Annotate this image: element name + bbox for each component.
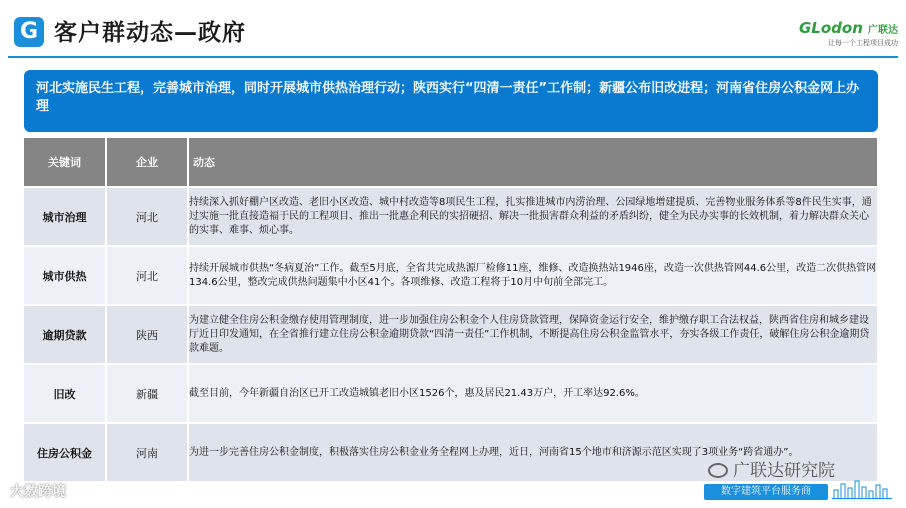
watermark-left: 大数跨境 [10, 484, 66, 500]
brand-cn: 广联达 [868, 25, 898, 36]
table-row [24, 305, 878, 364]
row-region: 河南 [106, 423, 188, 481]
row-keyword: 住房公积金 [24, 423, 106, 481]
header-divider [8, 56, 898, 58]
header-keyword: 关键词 [24, 138, 106, 187]
brand-slogan: 让每一个工程项目成功 [828, 39, 898, 47]
city-skyline-icon [832, 478, 892, 500]
row-region: 陕西 [106, 305, 188, 364]
header-region: 企业 [106, 138, 188, 187]
row-dynamic: 持续开展城市供热“冬病夏治”工作。截至5月底，全省共完成热源厂检修11座，维修、改造换热站1946座，改造一次供热管网44.6公里，改造二次供热管网134.6公里，整改完成供热问题集中小区41个。各项维修、改造工程将于10月中旬前全部完工。 [188, 246, 878, 305]
wechat-icon [708, 463, 728, 478]
watermark-right [708, 456, 835, 481]
table-row [24, 364, 878, 423]
row-keyword: 逾期贷款 [24, 305, 106, 364]
row-region: 河北 [106, 187, 188, 246]
table-header-row [24, 138, 878, 187]
footer-slogan: 数字建筑平台服务商 [704, 484, 828, 500]
row-region: 新疆 [106, 364, 188, 423]
row-keyword: 城市治理 [24, 187, 106, 246]
row-keyword: 城市供热 [24, 246, 106, 305]
watermark-right-text: 广联达研究院 [733, 461, 835, 481]
summary-banner: 河北实施民生工程，完善城市治理，同时开展城市供热治理行动；陕西实行“四清一责任”工作制；新疆公布旧改进程；河南省住房公积金网上办理 [24, 70, 878, 132]
header-dynamic: 动态 [188, 138, 878, 187]
table-row [24, 246, 878, 305]
dynamics-table [24, 138, 879, 481]
page-title: 客户群动态—政府 [54, 20, 246, 46]
brand-logo [778, 18, 898, 48]
row-dynamic: 持续深入抓好棚户区改造、老旧小区改造、城中村改造等8项民生工程，扎实推进城市内涝治理、公园绿地增建提质、完善物业服务体系等8件民生实事，通过实施一批直接造福于民的工程项目、推出一批惠企利民的实招硬招、解决一批损害群众利益的矛盾纠纷，健全为民办实事的长效机制，着力解决群众关心的实事、难事、烦心事。 [188, 187, 878, 246]
brand-name: GLodon [799, 19, 863, 37]
row-dynamic: 截至目前，今年新疆自治区已开工改造城镇老旧小区1526个，惠及居民21.43万户，开工率达92.6%。 [188, 364, 878, 423]
row-region: 河北 [106, 246, 188, 305]
table-row [24, 187, 878, 246]
row-dynamic: 为建立健全住房公积金缴存使用管理制度，进一步加强住房公积金个人住房贷款管理，保障资金运行安全，维护缴存职工合法权益，陕西省住房和城乡建设厅近日印发通知，在全省推行建立住房公积金逾期贷款“四清一责任”工作机制，不断提高住房公积金监管水平，夯实各级工作责任，破解住房公积金逾期贷款难题。 [188, 305, 878, 364]
row-dynamic: 为进一步完善住房公积金制度，积极落实住房公积金业务全程网上办理，近日，河南省15个地市和济源示范区实现了3项业务“跨省通办”。 [188, 423, 878, 481]
company-logo-icon: G [14, 17, 44, 47]
row-keyword: 旧改 [24, 364, 106, 423]
